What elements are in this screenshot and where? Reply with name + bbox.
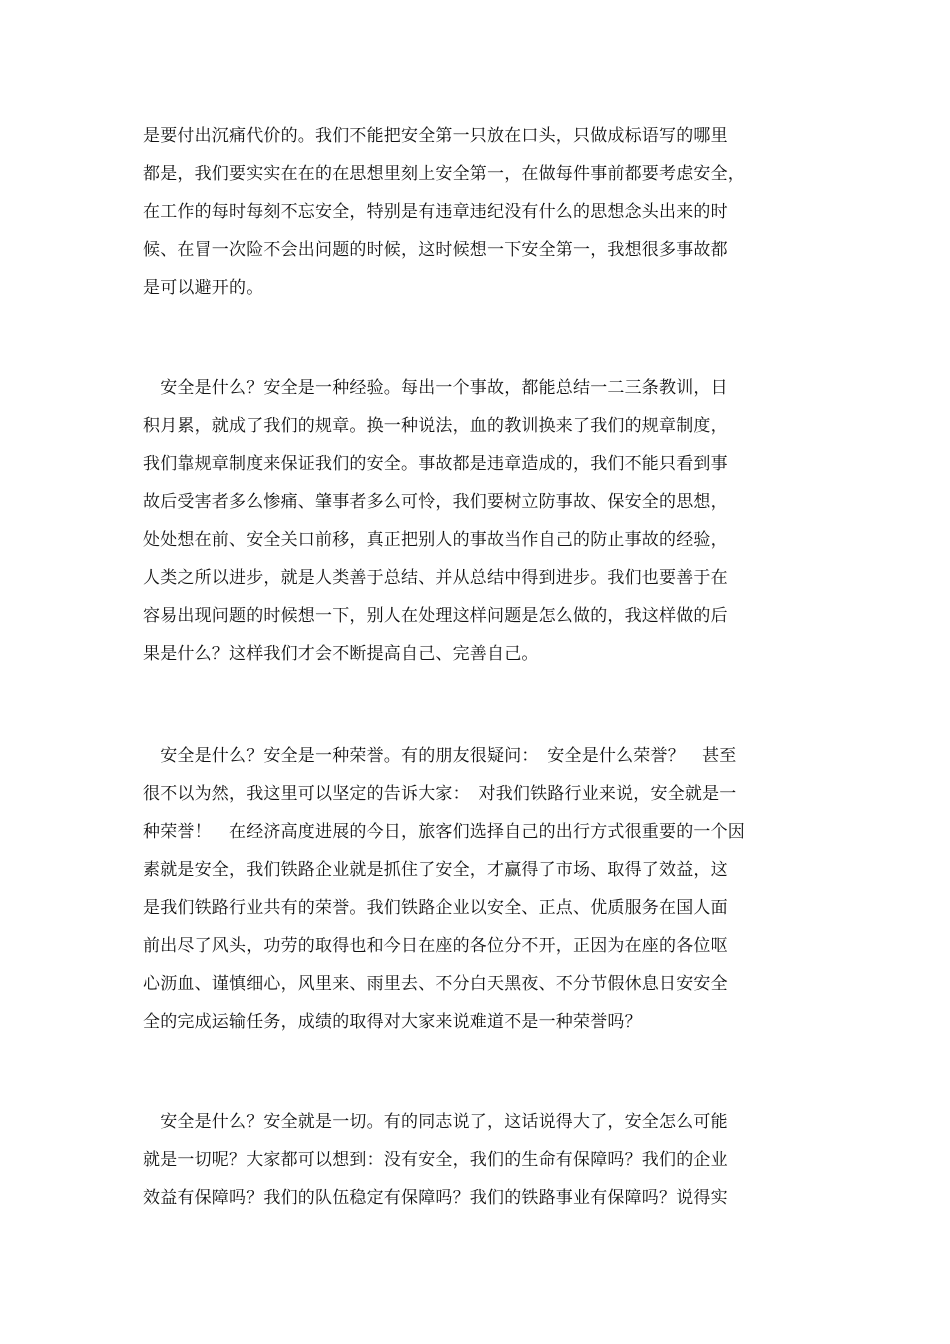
text-line: 全的完成运输任务，成绩的取得对大家来说难道不是一种荣誉吗？ [143,1012,642,1032]
paragraph-3 [143,737,823,1041]
text-line: 积月累，就成了我们的规章。换一种说法，血的教训换来了我们的规章制度， [143,416,728,436]
text-line: 安全是什么？安全是一种经验。每出一个事故，都能总结一二三条教训，日 [143,378,728,398]
text-line: 效益有保障吗？我们的队伍稳定有保障吗？我们的铁路事业有保障吗？说得实 [143,1188,728,1208]
text-line: 人类之所以进步，就是人类善于总结、并从总结中得到进步。我们也要善于在 [143,568,728,588]
text-line: 我们靠规章制度来保证我们的安全。事故都是违章造成的，我们不能只看到事 [143,454,728,474]
text-line: 前出尽了风头，功劳的取得也和今日在座的各位分不开，正因为在座的各位呕 [143,936,728,956]
text-line: 是可以避开的。 [143,278,264,298]
text-line: 都是，我们要实实在在的在思想里刻上安全第一，在做每件事前都要考虑安全， [143,164,745,184]
text-line: 果是什么？这样我们才会不断提高自己、完善自己。 [143,644,539,664]
text-line: 容易出现问题的时候想一下，别人在处理这样问题是怎么做的，我这样做的后 [143,606,728,626]
text-line: 素就是安全，我们铁路企业就是抓住了安全，才赢得了市场、取得了效益，这 [143,860,728,880]
text-line: 安全是什么？安全就是一切。有的同志说了，这话说得大了，安全怎么可能 [143,1112,728,1132]
text-line: 故后受害者多么惨痛、肇事者多么可怜，我们要树立防事故、保安全的思想， [143,492,728,512]
text-line: 是我们铁路行业共有的荣誉。我们铁路企业以安全、正点、优质服务在国人面 [143,898,728,918]
text-line: 是要付出沉痛代价的。我们不能把安全第一只放在口头，只做成标语写的哪里 [143,126,728,146]
paragraph-2 [143,369,823,673]
text-line: 种荣誉！ 在经济高度进展的今日，旅客们选择自己的出行方式很重要的一个因 [143,822,745,842]
text-line: 就是一切呢？大家都可以想到：没有安全，我们的生命有保障吗？我们的企业 [143,1150,728,1170]
text-line: 候、在冒一次险不会出问题的时候，这时候想一下安全第一，我想很多事故都 [143,240,728,260]
text-line: 处处想在前、安全关口前移，真正把别人的事故当作自己的防止事故的经验， [143,530,728,550]
paragraph-4 [143,1103,823,1217]
text-line: 安全是什么？安全是一种荣誉。有的朋友很疑问： 安全是什么荣誉？ 甚至 [143,746,737,766]
text-line: 心沥血、谨慎细心，风里来、雨里去、不分白天黑夜、不分节假休息日安安全 [143,974,728,994]
text-line: 很不以为然，我这里可以坚定的告诉大家： 对我们铁路行业来说，安全就是一 [143,784,737,804]
paragraph-1 [143,117,823,307]
text-line: 在工作的每时每刻不忘安全，特别是有违章违纪没有什么的思想念头出来的时 [143,202,728,222]
